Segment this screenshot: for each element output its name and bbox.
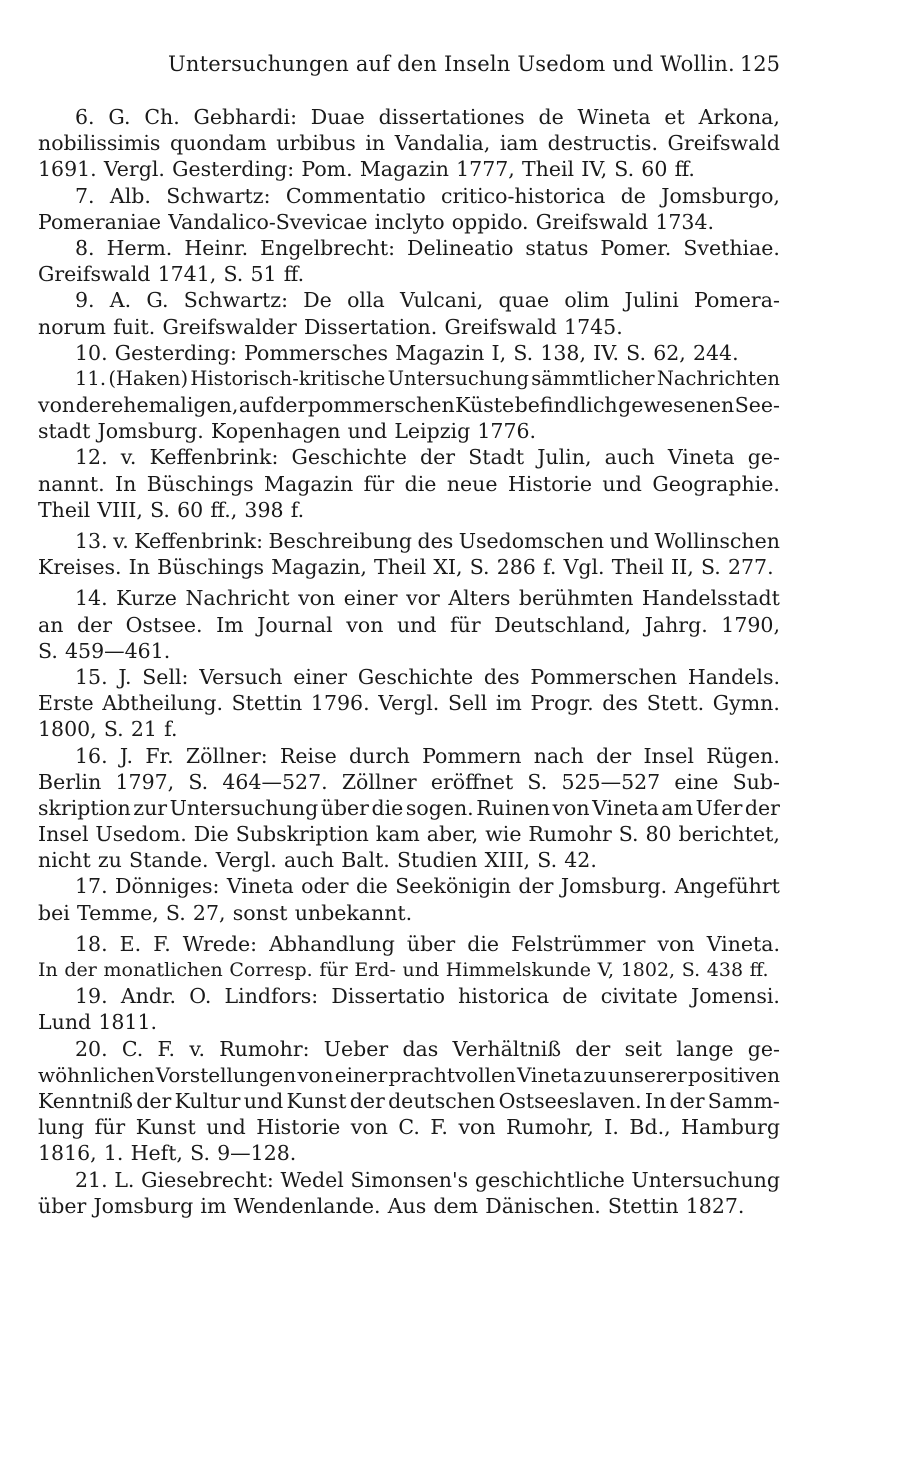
text-line: 20. C. F. v. Rumohr: Ueber das Verhältniß der seit lange ge- bbox=[75, 1036, 780, 1061]
text-line: 12. v. Keffenbrink: Geschichte der Stadt Julin, auch Vineta ge- bbox=[75, 445, 780, 470]
text-line: 10. Gesterding: Pommersches Magazin I, S. 138, IV. S. 62, 244. bbox=[75, 340, 739, 365]
text-line: 21. L. Giesebrecht: Wedel Simonsen's geschichtliche Untersuchung bbox=[75, 1167, 780, 1192]
text-line: 19. Andr. O. Lindfors: Dissertatio historica de civitate Jomensi. bbox=[75, 984, 780, 1009]
bibliography-entry bbox=[38, 287, 780, 339]
text-line: Theil VIII, S. 60 ff., 398 f. bbox=[38, 497, 305, 522]
bibliography-entry bbox=[38, 931, 780, 983]
text-line: In der monatlichen Corresp. für Erd- und Himmelskunde V, 1802, S. 438 ff. bbox=[38, 959, 769, 981]
text-line: über Jomsburg im Wendenlande. Aus dem Dänischen. Stettin 1827. bbox=[38, 1193, 745, 1218]
text-line: lung für Kunst und Historie von C. F. von Rumohr, I. Bd., Hamburg bbox=[38, 1115, 780, 1140]
text-line: S. 459—461. bbox=[38, 638, 171, 663]
bibliography-entry bbox=[38, 444, 780, 523]
bibliography-entry bbox=[38, 983, 780, 1035]
text-line: 1816, 1. Heft, S. 9—128. bbox=[38, 1141, 297, 1166]
bibliography-entry bbox=[38, 235, 780, 287]
text-line: Kenntniß der Kultur und Kunst der deutschen Ostseeslaven. In der Samm- bbox=[38, 1088, 780, 1113]
text-line: 8. Herm. Heinr. Engelbrecht: Delineatio status Pomer. Svethiae. bbox=[75, 235, 780, 260]
running-title: Untersuchungen auf den Inseln Usedom und Wollin. bbox=[168, 52, 735, 76]
bibliography-entry bbox=[38, 743, 780, 874]
text-line: nobilissimis quondam urbibus in Vandalia, iam destructis. Greifswald bbox=[38, 131, 780, 156]
bibliography-entry bbox=[38, 1036, 780, 1167]
text-line: skription zur Untersuchung über die sogen. Ruinen von Vineta am Ufer der bbox=[38, 795, 780, 820]
text-line: Greifswald 1741, S. 51 ff. bbox=[38, 262, 305, 287]
text-line: Berlin 1797, S. 464—527. Zöllner eröffnet S. 525—527 eine Sub- bbox=[38, 769, 780, 794]
text-line: 7. Alb. Schwartz: Commentatio critico-historica de Jomsburgo, bbox=[75, 183, 780, 208]
text-line: 15. J. Sell: Versuch einer Geschichte des Pommerschen Handels. bbox=[75, 664, 780, 689]
text-line: nannt. In Büschings Magazin für die neue Historie und Geographie. bbox=[38, 471, 780, 496]
text-line: von der ehemaligen, auf der pommerschen Küste befindlich gewesenen See- bbox=[38, 393, 780, 418]
text-line: nicht zu Stande. Vergl. auch Balt. Studien XIII, S. 42. bbox=[38, 848, 597, 873]
text-line: 17. Dönniges: Vineta oder die Seekönigin der Jomsburg. Angeführt bbox=[75, 874, 780, 899]
text-line: 1800, S. 21 f. bbox=[38, 717, 178, 742]
text-line: 13. v. Keffenbrink: Beschreibung des Usedomschen und Wollinschen bbox=[75, 529, 780, 553]
bibliography-entry bbox=[38, 585, 780, 664]
bibliography-entry bbox=[38, 366, 780, 445]
bibliography-entry bbox=[38, 104, 780, 183]
text-line: Erste Abtheilung. Stettin 1796. Vergl. Sell im Progr. des Stett. Gymn. bbox=[38, 691, 780, 716]
text-line: 1691. Vergl. Gesterding: Pom. Magazin 1777, Theil IV, S. 60 ff. bbox=[38, 157, 695, 182]
text-line: wöhnlichen Vorstellungen von einer prachtvollen Vineta zu unserer positiven bbox=[38, 1062, 780, 1087]
text-line: bei Temme, S. 27, sonst unbekannt. bbox=[38, 900, 413, 925]
bibliography-entry bbox=[38, 664, 780, 743]
bibliography-entry bbox=[38, 528, 780, 580]
text-line: 6. G. Ch. Gebhardi: Duae dissertationes de Wineta et Arkona, bbox=[75, 105, 780, 129]
text-line: 18. E. F. Wrede: Abhandlung über die Felstrümmer von Vineta. bbox=[75, 931, 780, 956]
text-line: Lund 1811. bbox=[38, 1010, 158, 1035]
running-header bbox=[168, 52, 780, 86]
text-line: Pomeraniae Vandalico-Svevicae inclyto oppido. Greifswald 1734. bbox=[38, 209, 715, 234]
text-line: Insel Usedom. Die Subskription kam aber, wie Rumohr S. 80 berichtet, bbox=[38, 822, 780, 847]
text-line: Kreises. In Büschings Magazin, Theil XI, S. 286 f. Vgl. Theil II, S. 277. bbox=[38, 555, 774, 580]
bibliography-entry bbox=[38, 183, 780, 235]
text-line: 11. (Haken) Historisch-kritische Untersuchung sämmtlicher Nachrichten bbox=[75, 366, 780, 390]
page-number: 125 bbox=[739, 52, 780, 76]
text-line: stadt Jomsburg. Kopenhagen und Leipzig 1776. bbox=[38, 419, 537, 444]
bibliography-list bbox=[38, 104, 780, 1219]
text-line: an der Ostsee. Im Journal von und für Deutschland, Jahrg. 1790, bbox=[38, 612, 780, 637]
bibliography-entry bbox=[38, 873, 780, 925]
text-line: 14. Kurze Nachricht von einer vor Alters berühmten Handelsstadt bbox=[75, 586, 780, 611]
bibliography-entry bbox=[38, 1167, 780, 1219]
text-line: 9. A. G. Schwartz: De olla Vulcani, quae olim Julini Pomera- bbox=[75, 288, 780, 313]
text-line: norum fuit. Greifswalder Dissertation. Greifswald 1745. bbox=[38, 314, 623, 339]
bibliography-entry bbox=[38, 340, 780, 366]
text-line: 16. J. Fr. Zöllner: Reise durch Pommern nach der Insel Rügen. bbox=[75, 743, 780, 768]
